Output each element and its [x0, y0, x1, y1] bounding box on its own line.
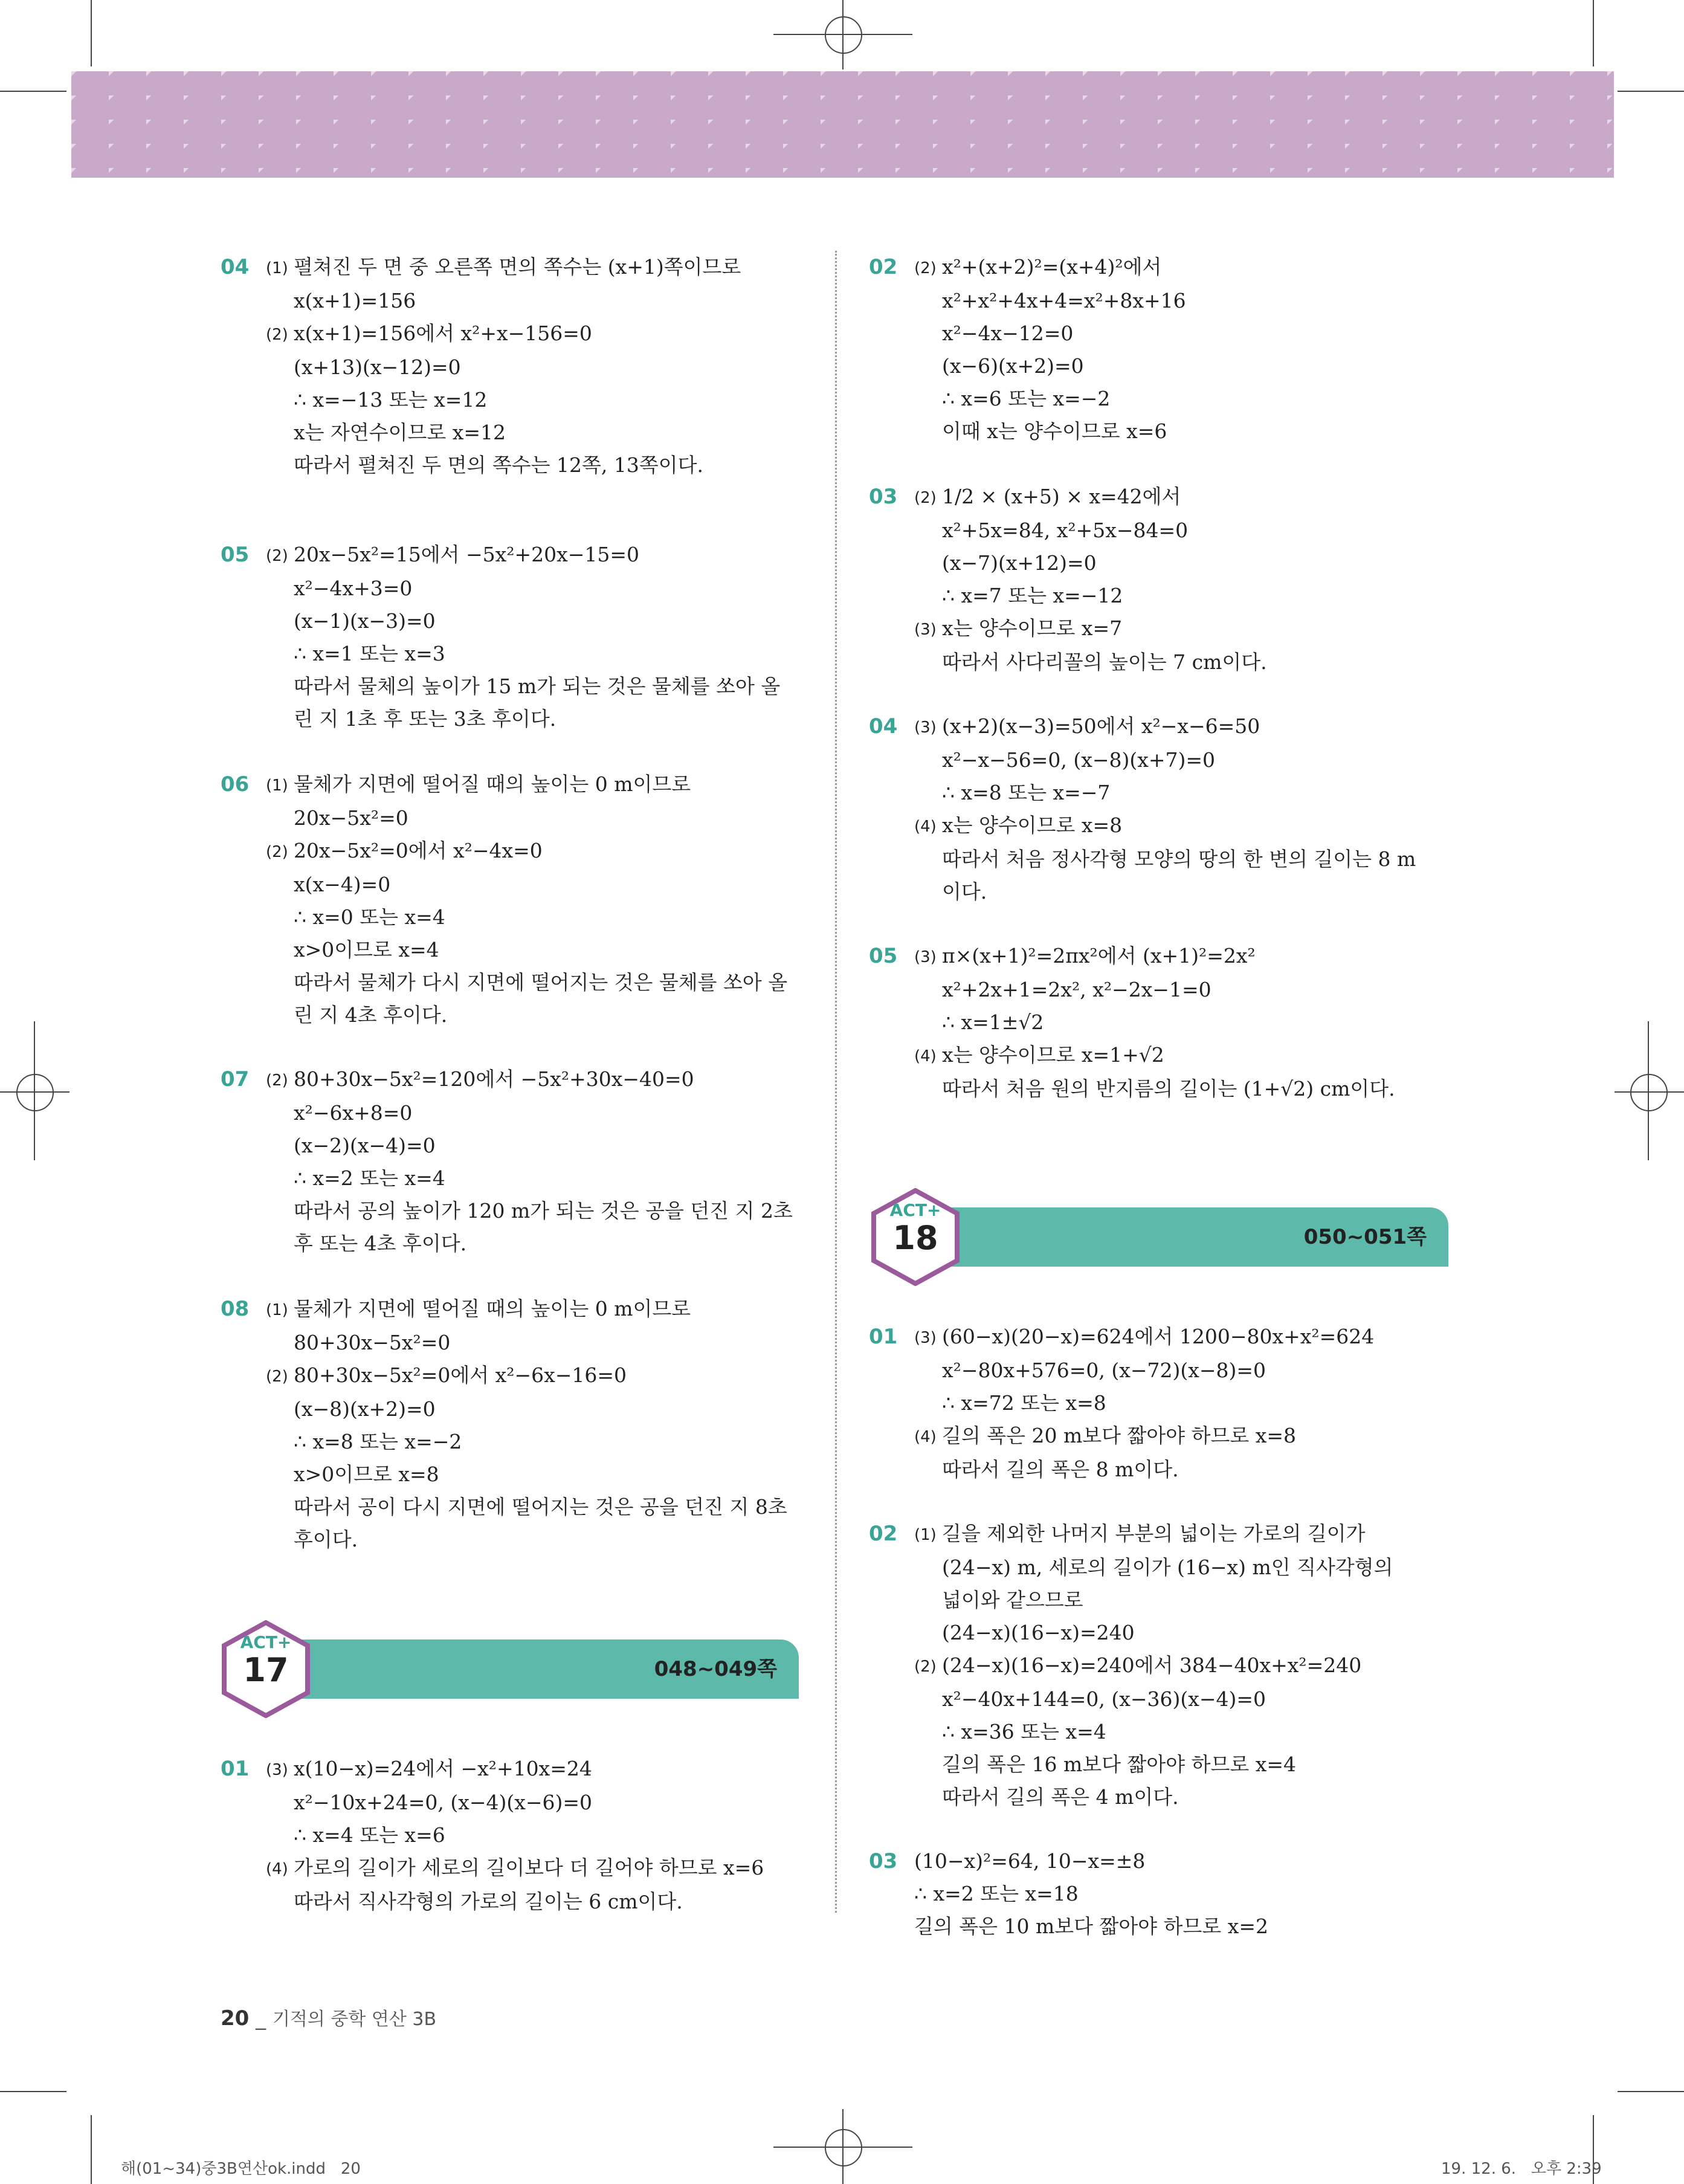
solution-text: π×(x+1)²=2πx²에서 (x+1)²=2x²: [942, 944, 1256, 968]
solution-lines: [914, 710, 1416, 908]
act17-header: [221, 1632, 799, 1699]
solution-text: x는 양수이므로 x=7: [942, 616, 1123, 640]
crop-mark: [91, 0, 92, 66]
solution-lines: [914, 480, 1267, 679]
solution-text: x²+x²+4x+4=x²+8x+16: [942, 289, 1186, 312]
solution-text: ∴ x=2 또는 x=4: [294, 1166, 445, 1190]
solution-text: x²−10x+24=0, (x−4)(x−6)=0: [294, 1791, 593, 1814]
solution-line: [914, 1517, 1393, 1551]
solution-line: [266, 999, 787, 1032]
solution-text: x²−x−56=0, (x−8)(x+7)=0: [942, 748, 1216, 772]
subpart-label: (1): [266, 259, 288, 277]
solution-text: x²+(x+2)²=(x+4)²에서: [942, 255, 1162, 279]
solution-line: [266, 1852, 764, 1885]
solution-lines: [914, 940, 1395, 1105]
solution-line: [914, 1320, 1374, 1354]
problem-number: 04: [869, 714, 898, 738]
solution-text: 길을 제외한 나머지 부분의 넓이는 가로의 길이가: [942, 1522, 1366, 1545]
solution-text: ∴ x=1±√2: [942, 1010, 1044, 1034]
solution-text: ∴ x=1 또는 x=3: [294, 642, 445, 665]
subpart-label: (3): [914, 719, 937, 737]
solution-text: ∴ x=72 또는 x=8: [942, 1391, 1106, 1415]
act17-pages: 048~049쪽: [654, 1657, 777, 1681]
solution-line: [914, 547, 1267, 580]
crop-mark: [1618, 91, 1684, 92]
subpart-label: (1): [266, 1301, 288, 1319]
solution-line: [266, 901, 787, 934]
solution-text: 20x−5x²=0: [294, 806, 408, 830]
act18-header: [870, 1200, 1448, 1267]
solution-text: (60−x)(20−x)=624에서 1200−80x+x²=624: [942, 1325, 1375, 1348]
solution-line: [266, 670, 780, 703]
solution-text: 따라서 길의 폭은 4 m이다.: [942, 1785, 1179, 1809]
crop-mark: [91, 2115, 92, 2184]
problem-number: 02: [869, 1522, 898, 1546]
subpart-label: (3): [266, 1761, 288, 1779]
solution-text: x(10−x)=24에서 −x²+10x=24: [294, 1757, 592, 1780]
solution-text: x는 양수이므로 x=1+√2: [942, 1043, 1164, 1067]
problem-number: 07: [221, 1067, 250, 1091]
solution-line: [914, 809, 1416, 843]
solution-lines: [914, 1845, 1268, 1943]
solution-text: 물체가 지면에 떨어질 때의 높이는 0 m이므로: [294, 1297, 691, 1320]
solution-text: 이때 x는 양수이므로 x=6: [942, 419, 1167, 443]
crop-mark: [0, 2091, 66, 2092]
solution-text: ∴ x=7 또는 x=−12: [942, 584, 1123, 607]
solution-line: [266, 1162, 793, 1195]
solution-text: 따라서 펼쳐진 두 면의 쪽수는 12쪽, 13쪽이다.: [294, 453, 703, 477]
solution-line: [266, 802, 787, 835]
solution-text: 물체가 지면에 떨어질 때의 높이는 0 m이므로: [294, 772, 691, 796]
subpart-label: (3): [914, 948, 937, 966]
solution-text: 가로의 길이가 세로의 길이보다 더 길어야 하므로 x=6: [294, 1856, 764, 1879]
subpart-label: (2): [266, 547, 288, 565]
solution-line: [914, 514, 1267, 547]
solution-text: ∴ x=4 또는 x=6: [294, 1823, 445, 1847]
solution-line: [914, 612, 1267, 646]
solution-text: 따라서 처음 원의 반지름의 길이는 (1+√2) cm이다.: [942, 1077, 1395, 1100]
act17-bar: [287, 1640, 799, 1699]
solution-text: x는 양수이므로 x=8: [942, 813, 1123, 837]
solution-text: x는 자연수이므로 x=12: [294, 421, 506, 444]
solution-line: [266, 1129, 793, 1162]
problem-number: 01: [221, 1757, 250, 1781]
solution-text: 길의 폭은 16 m보다 짧아야 하므로 x=4: [942, 1753, 1297, 1776]
solution-line: [266, 351, 741, 384]
solution-text: x(x+1)=156: [294, 289, 416, 312]
registration-circle: [16, 1074, 54, 1111]
solution-line: [266, 1393, 787, 1426]
solution-text: x²+5x=84, x²+5x−84=0: [942, 519, 1189, 542]
subpart-label: (2): [914, 489, 937, 507]
solution-line: [914, 1073, 1395, 1105]
solution-lines: [266, 1753, 764, 1918]
solution-text: 따라서 직사각형의 가로의 길이는 6 cm이다.: [294, 1890, 683, 1913]
solution-line: [914, 1551, 1393, 1584]
problem-number: 05: [869, 944, 898, 968]
solution-text: x²−6x+8=0: [294, 1101, 413, 1125]
subpart-label: (1): [914, 1526, 937, 1544]
solution-line: [914, 1584, 1393, 1617]
solution-text: x>0이므로 x=8: [294, 1462, 439, 1486]
problem-number: 01: [869, 1325, 898, 1349]
solution-line: [266, 868, 787, 901]
solution-lines: [266, 768, 787, 1032]
solution-line: [266, 449, 741, 482]
solution-text: ∴ x=−13 또는 x=12: [294, 388, 488, 412]
subpart-label: (4): [914, 1047, 937, 1065]
crop-mark: [1618, 2091, 1684, 2092]
solution-line: [266, 1063, 793, 1097]
problem-number: 03: [869, 1849, 898, 1873]
solution-text: (10−x)²=64, 10−x=±8: [914, 1849, 1146, 1873]
solution-line: [914, 940, 1395, 974]
solution-line: [266, 1227, 793, 1260]
solution-line: [266, 1458, 787, 1491]
solution-line: [266, 966, 787, 999]
solution-line: [266, 638, 780, 670]
solution-line: [914, 350, 1186, 383]
solution-line: [914, 646, 1267, 679]
solution-line: [266, 1885, 764, 1918]
act18-section: [869, 1320, 1449, 1938]
subpart-label: (2): [266, 326, 288, 344]
solution-line: [914, 1617, 1393, 1649]
act17-label: ACT+: [240, 1632, 292, 1652]
solution-lines: [266, 538, 780, 735]
right-column: [869, 251, 1449, 1127]
solution-line: [914, 1354, 1374, 1387]
subpart-label: (4): [914, 818, 937, 836]
book-title: 기적의 중학 연산 3B: [272, 2009, 437, 2030]
solution-line: [914, 1420, 1374, 1453]
solution-line: [266, 251, 741, 285]
solution-line: [266, 1753, 764, 1786]
act17-number: 17: [243, 1651, 289, 1689]
crop-mark: [0, 91, 66, 92]
solution-line: [266, 605, 780, 638]
solution-line: [914, 415, 1186, 448]
subpart-label: (2): [266, 1071, 288, 1090]
subpart-label: (2): [266, 1368, 288, 1386]
solution-text: x²−4x−12=0: [942, 321, 1074, 345]
solution-text: 따라서 공의 높이가 120 m가 되는 것은 공을 던진 지 2초: [294, 1199, 793, 1223]
solution-text: 후이다.: [294, 1528, 358, 1551]
solution-text: 80+30x−5x²=0: [294, 1331, 451, 1354]
solution-text: 길의 폭은 20 m보다 짧아야 하므로 x=8: [942, 1424, 1297, 1447]
solution-line: [914, 317, 1186, 350]
solution-text: (24−x) m, 세로의 길이가 (16−x) m인 직사각형의: [942, 1556, 1393, 1579]
solution-line: [266, 285, 741, 317]
solution-line: [914, 1453, 1374, 1486]
problem-number: 06: [221, 772, 250, 796]
solution-line: [914, 1039, 1395, 1073]
footer-separator: _: [256, 2006, 266, 2031]
solution-line: [914, 876, 1416, 908]
act18-number: 18: [892, 1219, 938, 1257]
registration-circle: [1630, 1074, 1668, 1111]
solution-text: (24−x)(16−x)=240: [942, 1621, 1135, 1644]
solution-text: ∴ x=2 또는 x=18: [914, 1882, 1079, 1905]
solution-text: x(x+1)=156에서 x²+x−156=0: [294, 321, 592, 345]
solution-line: [914, 777, 1416, 809]
solution-line: [266, 384, 741, 416]
solution-line: [266, 317, 741, 351]
solution-text: 린 지 1초 후 또는 3초 후이다.: [294, 707, 556, 731]
solution-line: [914, 1683, 1393, 1716]
solution-line: [266, 1819, 764, 1852]
solution-line: [266, 572, 780, 605]
solution-line: [266, 1491, 787, 1523]
solution-line: [266, 416, 741, 449]
solution-text: x²+2x+1=2x², x²−2x−1=0: [942, 978, 1211, 1001]
solution-line: [266, 835, 787, 868]
solution-text: ∴ x=36 또는 x=4: [942, 1720, 1106, 1743]
print-timestamp: 19. 12. 6. 오후 2:39: [1441, 2160, 1602, 2178]
solution-lines: [266, 1293, 787, 1556]
solution-lines: [914, 251, 1186, 448]
subpart-label: (2): [914, 1658, 937, 1676]
act18-bar: [937, 1207, 1448, 1267]
solution-line: [914, 843, 1416, 876]
registration-circle: [825, 16, 862, 54]
file-info: 해(01~34)중3B연산ok.indd 20: [121, 2160, 361, 2178]
solution-line: [914, 1006, 1395, 1039]
solution-line: [266, 1426, 787, 1458]
subpart-label: (4): [914, 1428, 937, 1446]
solution-text: (24−x)(16−x)=240에서 384−40x+x²=240: [942, 1653, 1362, 1677]
solution-text: x²−80x+576=0, (x−72)(x−8)=0: [942, 1359, 1266, 1382]
solution-text: ∴ x=6 또는 x=−2: [942, 387, 1111, 410]
solution-text: 넓이와 같으므로: [942, 1588, 1083, 1612]
problem-number: 08: [221, 1297, 250, 1321]
problem-number: 02: [869, 255, 898, 279]
solution-line: [914, 480, 1267, 514]
solution-line: [914, 1910, 1268, 1943]
solution-line: [914, 1387, 1374, 1420]
solution-text: 1/2 × (x+5) × x=42에서: [942, 485, 1181, 508]
solution-line: [266, 1326, 787, 1359]
solution-line: [914, 710, 1416, 744]
solution-line: [266, 1523, 787, 1556]
column-divider: [835, 251, 837, 1913]
solution-text: 이다.: [942, 880, 987, 903]
solution-line: [266, 1359, 787, 1393]
solution-line: [266, 1097, 793, 1129]
act18-pages: 050~051쪽: [1303, 1225, 1427, 1249]
solution-line: [266, 934, 787, 966]
solution-line: [914, 974, 1395, 1006]
solution-text: 후 또는 4초 후이다.: [294, 1232, 467, 1255]
solution-text: (x−6)(x+2)=0: [942, 354, 1084, 378]
solution-text: ∴ x=0 또는 x=4: [294, 905, 445, 929]
solution-text: x>0이므로 x=4: [294, 938, 439, 961]
solution-lines: [914, 1517, 1393, 1814]
solution-text: 80+30x−5x²=0에서 x²−6x−16=0: [294, 1363, 627, 1387]
solution-text: 펼쳐진 두 면 중 오른쪽 면의 쪽수는 (x+1)쪽이므로: [294, 255, 741, 279]
solution-line: [266, 1293, 787, 1326]
solution-text: (x−8)(x+2)=0: [294, 1397, 436, 1421]
solution-line: [266, 1195, 793, 1227]
solution-line: [914, 1781, 1393, 1814]
solution-text: (x−7)(x+12)=0: [942, 551, 1097, 575]
solution-text: x²−40x+144=0, (x−36)(x−4)=0: [942, 1687, 1266, 1711]
solution-text: 80+30x−5x²=120에서 −5x²+30x−40=0: [294, 1067, 694, 1091]
solution-line: [914, 1845, 1268, 1878]
solution-text: ∴ x=8 또는 x=−2: [294, 1430, 462, 1453]
solution-lines: [266, 251, 741, 482]
solution-line: [914, 1878, 1268, 1910]
solution-text: (x−1)(x−3)=0: [294, 609, 436, 633]
crop-mark: [1593, 0, 1594, 66]
page-number: 20: [221, 2006, 250, 2031]
header-banner: [71, 71, 1614, 178]
solution-text: ∴ x=8 또는 x=−7: [942, 781, 1111, 804]
solution-text: 20x−5x²=15에서 −5x²+20x−15=0: [294, 543, 640, 566]
solution-line: [914, 383, 1186, 415]
problem-number: 05: [221, 543, 250, 567]
solution-lines: [914, 1320, 1374, 1486]
solution-text: (x−2)(x−4)=0: [294, 1134, 436, 1157]
solution-text: 따라서 처음 정사각형 모양의 땅의 한 변의 길이는 8 m: [942, 847, 1416, 871]
subpart-label: (3): [914, 1329, 937, 1347]
registration-circle: [825, 2129, 862, 2166]
act17-section: [221, 1753, 801, 1934]
solution-text: x(x−4)=0: [294, 873, 391, 896]
solution-line: [266, 1786, 764, 1819]
problem-number: 03: [869, 485, 898, 509]
solution-line: [914, 1649, 1393, 1683]
solution-line: [914, 251, 1186, 285]
solution-line: [266, 538, 780, 572]
solution-text: 따라서 물체가 다시 지면에 떨어지는 것은 물체를 쏘아 올: [294, 971, 788, 994]
solution-text: 따라서 물체의 높이가 15 m가 되는 것은 물체를 쏘아 올: [294, 674, 781, 698]
act18-label: ACT+: [889, 1200, 941, 1220]
solution-text: 린 지 4초 후이다.: [294, 1003, 448, 1027]
solution-text: 따라서 사다리꼴의 높이는 7 cm이다.: [942, 650, 1267, 674]
solution-text: 따라서 공이 다시 지면에 떨어지는 것은 공을 던진 지 8초: [294, 1495, 787, 1519]
solution-line: [914, 580, 1267, 612]
solution-text: x²−4x+3=0: [294, 577, 413, 600]
solution-line: [266, 768, 787, 802]
solution-line: [914, 285, 1186, 317]
subpart-label: (2): [914, 259, 937, 277]
solution-text: (x+2)(x−3)=50에서 x²−x−6=50: [942, 714, 1260, 738]
solution-text: 길의 폭은 10 m보다 짧아야 하므로 x=2: [914, 1914, 1269, 1938]
solution-line: [266, 703, 780, 735]
solution-lines: [266, 1063, 793, 1260]
page-footer: [221, 2005, 436, 2033]
solution-line: [914, 1716, 1393, 1748]
problem-number: 04: [221, 255, 250, 279]
solution-line: [914, 1748, 1393, 1781]
solution-text: 20x−5x²=0에서 x²−4x=0: [294, 839, 543, 862]
subpart-label: (3): [914, 621, 937, 639]
subpart-label: (2): [266, 843, 288, 861]
subpart-label: (1): [266, 777, 288, 795]
solution-line: [914, 744, 1416, 777]
subpart-label: (4): [266, 1860, 288, 1878]
solution-text: (x+13)(x−12)=0: [294, 355, 461, 379]
solution-text: 따라서 길의 폭은 8 m이다.: [942, 1458, 1179, 1481]
